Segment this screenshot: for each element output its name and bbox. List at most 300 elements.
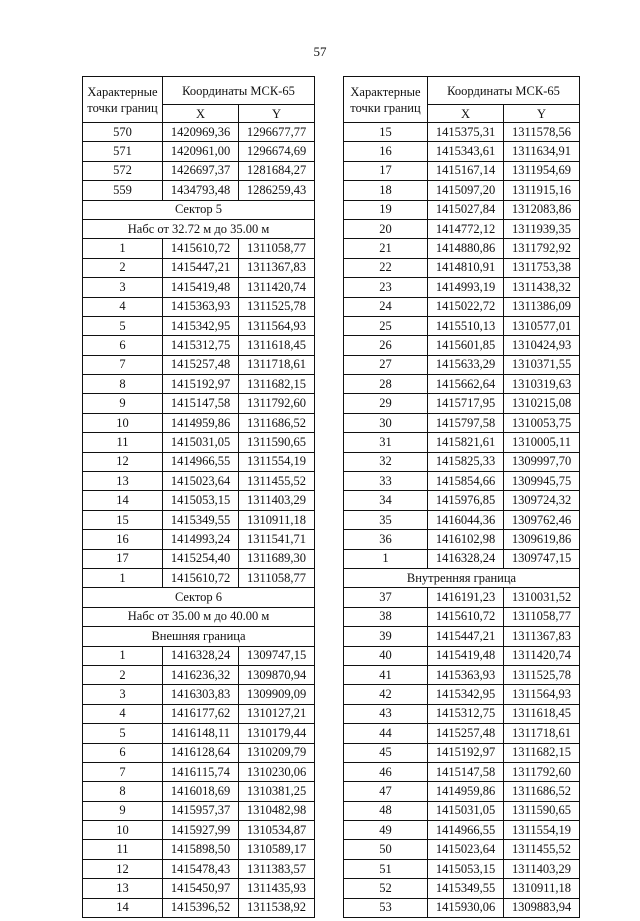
x-coordinate-cell: 1414772,12 [428, 219, 504, 238]
y-coordinate-cell: 1311792,60 [239, 394, 315, 413]
y-coordinate-cell: 1311590,65 [239, 433, 315, 452]
section-header-row [83, 627, 315, 646]
section-title: Внутренняя граница [344, 568, 580, 587]
y-coordinate-cell: 1309883,94 [504, 898, 580, 917]
y-coordinate-cell: 1296674,69 [239, 142, 315, 161]
header-point-column: Характерные точки границ [83, 77, 163, 123]
table-row [83, 181, 315, 200]
point-cell: 23 [344, 278, 428, 297]
table-row [344, 413, 580, 432]
point-cell: 33 [344, 472, 428, 491]
section-header-row [344, 568, 580, 587]
x-coordinate-cell: 1416303,83 [163, 685, 239, 704]
x-coordinate-cell: 1415450,97 [163, 879, 239, 898]
header-y: Y [239, 105, 315, 123]
table-body-right [344, 123, 580, 918]
point-cell: 15 [344, 123, 428, 142]
point-cell: 7 [83, 355, 163, 374]
y-coordinate-cell: 1311403,29 [504, 859, 580, 878]
table-row [83, 685, 315, 704]
point-cell: 8 [83, 375, 163, 394]
x-coordinate-cell: 1415825,33 [428, 452, 504, 471]
point-cell: 3 [83, 685, 163, 704]
x-coordinate-cell: 1415342,95 [428, 685, 504, 704]
header-point-column: Характерные точки границ [344, 77, 428, 123]
section-header-row [83, 607, 315, 626]
y-coordinate-cell: 1309997,70 [504, 452, 580, 471]
table-row [83, 568, 315, 587]
point-cell: 16 [344, 142, 428, 161]
x-coordinate-cell: 1416115,74 [163, 762, 239, 781]
x-coordinate-cell: 1415031,05 [163, 433, 239, 452]
x-coordinate-cell: 1415930,06 [428, 898, 504, 917]
y-coordinate-cell: 1310911,18 [504, 879, 580, 898]
table-row [344, 278, 580, 297]
x-coordinate-cell: 1415023,64 [163, 472, 239, 491]
point-cell: 14 [83, 898, 163, 917]
x-coordinate-cell: 1415312,75 [428, 704, 504, 723]
point-cell: 20 [344, 219, 428, 238]
y-coordinate-cell: 1310209,79 [239, 743, 315, 762]
table-row [344, 472, 580, 491]
table-row [344, 627, 580, 646]
table-row [83, 355, 315, 374]
y-coordinate-cell: 1311753,38 [504, 258, 580, 277]
x-coordinate-cell: 1416328,24 [428, 549, 504, 568]
x-coordinate-cell: 1415419,48 [163, 278, 239, 297]
point-cell: 36 [344, 530, 428, 549]
point-cell: 5 [83, 724, 163, 743]
table-row [344, 724, 580, 743]
point-cell: 35 [344, 510, 428, 529]
y-coordinate-cell: 1311564,93 [504, 685, 580, 704]
y-coordinate-cell: 1311682,15 [504, 743, 580, 762]
x-coordinate-cell: 1415192,97 [428, 743, 504, 762]
y-coordinate-cell: 1311915,16 [504, 181, 580, 200]
point-cell: 26 [344, 336, 428, 355]
section-title: Сектор 6 [83, 588, 315, 607]
y-coordinate-cell: 1309747,15 [504, 549, 580, 568]
x-coordinate-cell: 1415717,95 [428, 394, 504, 413]
x-coordinate-cell: 1415898,50 [163, 840, 239, 859]
table-row [83, 762, 315, 781]
table-row [344, 859, 580, 878]
x-coordinate-cell: 1415147,58 [428, 762, 504, 781]
y-coordinate-cell: 1310424,93 [504, 336, 580, 355]
point-cell: 15 [83, 510, 163, 529]
table-row [83, 879, 315, 898]
table-row [83, 724, 315, 743]
point-cell: 42 [344, 685, 428, 704]
x-coordinate-cell: 1415601,85 [428, 336, 504, 355]
point-cell: 13 [83, 472, 163, 491]
point-cell: 572 [83, 161, 163, 180]
table-row [344, 743, 580, 762]
x-coordinate-cell: 1416177,62 [163, 704, 239, 723]
point-cell: 28 [344, 375, 428, 394]
x-coordinate-cell: 1415610,72 [428, 607, 504, 626]
point-cell: 16 [83, 530, 163, 549]
point-cell: 51 [344, 859, 428, 878]
y-coordinate-cell: 1311058,77 [239, 239, 315, 258]
y-coordinate-cell: 1311554,19 [239, 452, 315, 471]
y-coordinate-cell: 1310482,98 [239, 801, 315, 820]
table-row [83, 743, 315, 762]
point-cell: 12 [83, 859, 163, 878]
point-cell: 24 [344, 297, 428, 316]
y-coordinate-cell: 1311564,93 [239, 316, 315, 335]
x-coordinate-cell: 1415343,61 [428, 142, 504, 161]
x-coordinate-cell: 1414959,86 [428, 782, 504, 801]
table-row [344, 375, 580, 394]
point-cell: 17 [83, 549, 163, 568]
point-cell: 13 [83, 879, 163, 898]
table-row [344, 200, 580, 219]
y-coordinate-cell: 1310179,44 [239, 724, 315, 743]
table-row [344, 898, 580, 917]
x-coordinate-cell: 1416128,64 [163, 743, 239, 762]
y-coordinate-cell: 1310534,87 [239, 821, 315, 840]
table-row [83, 840, 315, 859]
x-coordinate-cell: 1415447,21 [428, 627, 504, 646]
point-cell: 44 [344, 724, 428, 743]
table-row [344, 452, 580, 471]
table-row [83, 258, 315, 277]
point-cell: 11 [83, 840, 163, 859]
x-coordinate-cell: 1415342,95 [163, 316, 239, 335]
table-row [344, 491, 580, 510]
y-coordinate-cell: 1310371,55 [504, 355, 580, 374]
point-cell: 5 [83, 316, 163, 335]
table-row [344, 782, 580, 801]
y-coordinate-cell: 1310230,06 [239, 762, 315, 781]
point-cell: 37 [344, 588, 428, 607]
y-coordinate-cell: 1311058,77 [504, 607, 580, 626]
x-coordinate-cell: 1415927,99 [163, 821, 239, 840]
y-coordinate-cell: 1312083,86 [504, 200, 580, 219]
y-coordinate-cell: 1311939,35 [504, 219, 580, 238]
x-coordinate-cell: 1415349,55 [163, 510, 239, 529]
x-coordinate-cell: 1416148,11 [163, 724, 239, 743]
table-row [83, 704, 315, 723]
y-coordinate-cell: 1311634,91 [504, 142, 580, 161]
y-coordinate-cell: 1311682,15 [239, 375, 315, 394]
x-coordinate-cell: 1415976,85 [428, 491, 504, 510]
section-header-row [83, 200, 315, 219]
point-cell: 1 [83, 646, 163, 665]
x-coordinate-cell: 1415257,48 [163, 355, 239, 374]
point-cell: 29 [344, 394, 428, 413]
table-row [344, 219, 580, 238]
x-coordinate-cell: 1415419,48 [428, 646, 504, 665]
point-cell: 6 [83, 743, 163, 762]
x-coordinate-cell: 1416102,98 [428, 530, 504, 549]
y-coordinate-cell: 1310911,18 [239, 510, 315, 529]
table-row [344, 336, 580, 355]
point-cell: 2 [83, 258, 163, 277]
table-row [83, 297, 315, 316]
point-cell: 19 [344, 200, 428, 219]
y-coordinate-cell: 1310319,63 [504, 375, 580, 394]
point-cell: 46 [344, 762, 428, 781]
point-cell: 570 [83, 123, 163, 142]
table-row [83, 142, 315, 161]
y-coordinate-cell: 1309724,32 [504, 491, 580, 510]
table-row [83, 821, 315, 840]
y-coordinate-cell: 1309870,94 [239, 665, 315, 684]
point-cell: 39 [344, 627, 428, 646]
table-body-left [83, 123, 315, 918]
table-row [83, 510, 315, 529]
x-coordinate-cell: 1415396,52 [163, 898, 239, 917]
x-coordinate-cell: 1420969,36 [163, 123, 239, 142]
y-coordinate-cell: 1311590,65 [504, 801, 580, 820]
table-row [344, 840, 580, 859]
point-cell: 17 [344, 161, 428, 180]
point-cell: 11 [83, 433, 163, 452]
point-cell: 9 [83, 394, 163, 413]
table-row [344, 821, 580, 840]
header-x: X [428, 105, 504, 123]
section-header-row [83, 588, 315, 607]
point-cell: 38 [344, 607, 428, 626]
section-title: Набс от 35.00 м до 40.00 м [83, 607, 315, 626]
table-row [344, 762, 580, 781]
point-cell: 32 [344, 452, 428, 471]
y-coordinate-cell: 1311525,78 [239, 297, 315, 316]
table-row [344, 355, 580, 374]
x-coordinate-cell: 1416328,24 [163, 646, 239, 665]
y-coordinate-cell: 1311367,83 [504, 627, 580, 646]
table-row [83, 549, 315, 568]
table-row [344, 530, 580, 549]
section-header-row [83, 219, 315, 238]
table-row [344, 588, 580, 607]
page-number: 57 [313, 44, 327, 59]
x-coordinate-cell: 1414959,86 [163, 413, 239, 432]
y-coordinate-cell: 1311686,52 [239, 413, 315, 432]
table-row [344, 123, 580, 142]
header-y: Y [504, 105, 580, 123]
point-cell: 1 [83, 239, 163, 258]
table-row [83, 394, 315, 413]
table-row [344, 665, 580, 684]
section-title: Внешняя граница [83, 627, 315, 646]
table-row [83, 433, 315, 452]
table-row [344, 801, 580, 820]
x-coordinate-cell: 1426697,37 [163, 161, 239, 180]
x-coordinate-cell: 1415257,48 [428, 724, 504, 743]
table-row [344, 549, 580, 568]
table-row [344, 316, 580, 335]
point-cell: 40 [344, 646, 428, 665]
table-row [344, 181, 580, 200]
y-coordinate-cell: 1311386,09 [504, 297, 580, 316]
x-coordinate-cell: 1415510,13 [428, 316, 504, 335]
point-cell: 12 [83, 452, 163, 471]
table-row [344, 161, 580, 180]
x-coordinate-cell: 1420961,00 [163, 142, 239, 161]
x-coordinate-cell: 1414966,55 [428, 821, 504, 840]
point-cell: 2 [83, 665, 163, 684]
point-cell: 25 [344, 316, 428, 335]
y-coordinate-cell: 1310215,08 [504, 394, 580, 413]
x-coordinate-cell: 1415097,20 [428, 181, 504, 200]
table-row [83, 413, 315, 432]
point-cell: 571 [83, 142, 163, 161]
y-coordinate-cell: 1311403,29 [239, 491, 315, 510]
x-coordinate-cell: 1416044,36 [428, 510, 504, 529]
y-coordinate-cell: 1311455,52 [504, 840, 580, 859]
y-coordinate-cell: 1311455,52 [239, 472, 315, 491]
table-row [83, 782, 315, 801]
y-coordinate-cell: 1296677,77 [239, 123, 315, 142]
table-row [83, 530, 315, 549]
x-coordinate-cell: 1415957,37 [163, 801, 239, 820]
table-row [83, 239, 315, 258]
y-coordinate-cell: 1311538,92 [239, 898, 315, 917]
x-coordinate-cell: 1415022,72 [428, 297, 504, 316]
x-coordinate-cell: 1415349,55 [428, 879, 504, 898]
x-coordinate-cell: 1416191,23 [428, 588, 504, 607]
y-coordinate-cell: 1281684,27 [239, 161, 315, 180]
y-coordinate-cell: 1310577,01 [504, 316, 580, 335]
y-coordinate-cell: 1311367,83 [239, 258, 315, 277]
table-row [83, 472, 315, 491]
table-row [83, 646, 315, 665]
point-cell: 31 [344, 433, 428, 452]
y-coordinate-cell: 1311718,61 [239, 355, 315, 374]
x-coordinate-cell: 1415192,97 [163, 375, 239, 394]
y-coordinate-cell: 1311541,71 [239, 530, 315, 549]
x-coordinate-cell: 1415023,64 [428, 840, 504, 859]
table-row [83, 801, 315, 820]
y-coordinate-cell: 1311686,52 [504, 782, 580, 801]
point-cell: 559 [83, 181, 163, 200]
point-cell: 30 [344, 413, 428, 432]
point-cell: 21 [344, 239, 428, 258]
y-coordinate-cell: 1309762,46 [504, 510, 580, 529]
table-row [83, 452, 315, 471]
table-row [344, 607, 580, 626]
point-cell: 34 [344, 491, 428, 510]
x-coordinate-cell: 1415633,29 [428, 355, 504, 374]
section-title: Набс от 32.72 м до 35.00 м [83, 219, 315, 238]
table-row [344, 258, 580, 277]
table-row [344, 646, 580, 665]
table-row [344, 879, 580, 898]
table-row [344, 510, 580, 529]
table-row [83, 375, 315, 394]
point-cell: 6 [83, 336, 163, 355]
x-coordinate-cell: 1415375,31 [428, 123, 504, 142]
point-cell: 4 [83, 297, 163, 316]
y-coordinate-cell: 1310005,11 [504, 433, 580, 452]
x-coordinate-cell: 1415027,84 [428, 200, 504, 219]
y-coordinate-cell: 1311618,45 [239, 336, 315, 355]
point-cell: 18 [344, 181, 428, 200]
y-coordinate-cell: 1311420,74 [504, 646, 580, 665]
point-cell: 4 [83, 704, 163, 723]
table-row [344, 297, 580, 316]
table-row [83, 336, 315, 355]
point-cell: 43 [344, 704, 428, 723]
y-coordinate-cell: 1309945,75 [504, 472, 580, 491]
point-cell: 3 [83, 278, 163, 297]
point-cell: 45 [344, 743, 428, 762]
table-row [83, 859, 315, 878]
x-coordinate-cell: 1415254,40 [163, 549, 239, 568]
y-coordinate-cell: 1311618,45 [504, 704, 580, 723]
point-cell: 10 [83, 821, 163, 840]
coordinates-table-left [82, 76, 315, 918]
y-coordinate-cell: 1309909,09 [239, 685, 315, 704]
x-coordinate-cell: 1415147,58 [163, 394, 239, 413]
point-cell: 52 [344, 879, 428, 898]
table-row [344, 394, 580, 413]
y-coordinate-cell: 1311578,56 [504, 123, 580, 142]
header-coordinates-group: Координаты МСК-65 [163, 77, 315, 105]
table-row [344, 239, 580, 258]
y-coordinate-cell: 1311689,30 [239, 549, 315, 568]
y-coordinate-cell: 1310381,25 [239, 782, 315, 801]
x-coordinate-cell: 1414966,55 [163, 452, 239, 471]
point-cell: 41 [344, 665, 428, 684]
table-row [83, 898, 315, 917]
x-coordinate-cell: 1414993,19 [428, 278, 504, 297]
section-title: Сектор 5 [83, 200, 315, 219]
point-cell: 8 [83, 782, 163, 801]
y-coordinate-cell: 1311718,61 [504, 724, 580, 743]
table-row [344, 433, 580, 452]
y-coordinate-cell: 1309747,15 [239, 646, 315, 665]
y-coordinate-cell: 1311554,19 [504, 821, 580, 840]
y-coordinate-cell: 1309619,86 [504, 530, 580, 549]
point-cell: 9 [83, 801, 163, 820]
point-cell: 10 [83, 413, 163, 432]
x-coordinate-cell: 1415363,93 [428, 665, 504, 684]
y-coordinate-cell: 1310127,21 [239, 704, 315, 723]
point-cell: 53 [344, 898, 428, 917]
x-coordinate-cell: 1415797,58 [428, 413, 504, 432]
y-coordinate-cell: 1311438,32 [504, 278, 580, 297]
y-coordinate-cell: 1311525,78 [504, 665, 580, 684]
y-coordinate-cell: 1310589,17 [239, 840, 315, 859]
x-coordinate-cell: 1415363,93 [163, 297, 239, 316]
table-row [83, 123, 315, 142]
y-coordinate-cell: 1311435,93 [239, 879, 315, 898]
table-row [83, 278, 315, 297]
table-row [344, 685, 580, 704]
x-coordinate-cell: 1415610,72 [163, 239, 239, 258]
x-coordinate-cell: 1415610,72 [163, 568, 239, 587]
table-row [344, 704, 580, 723]
x-coordinate-cell: 1416018,69 [163, 782, 239, 801]
table-row [83, 491, 315, 510]
header-coordinates-group: Координаты МСК-65 [428, 77, 580, 105]
y-coordinate-cell: 1311058,77 [239, 568, 315, 587]
point-cell: 14 [83, 491, 163, 510]
header-x: X [163, 105, 239, 123]
x-coordinate-cell: 1415821,61 [428, 433, 504, 452]
point-cell: 48 [344, 801, 428, 820]
table-row [83, 665, 315, 684]
x-coordinate-cell: 1415662,64 [428, 375, 504, 394]
point-cell: 1 [344, 549, 428, 568]
x-coordinate-cell: 1415031,05 [428, 801, 504, 820]
y-coordinate-cell: 1311420,74 [239, 278, 315, 297]
point-cell: 47 [344, 782, 428, 801]
